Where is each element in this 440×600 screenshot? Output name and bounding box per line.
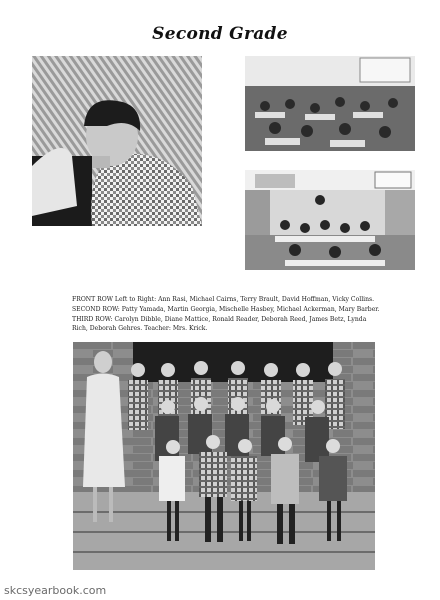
- teacher-photo: [32, 56, 202, 226]
- class-group-photo: [73, 342, 375, 570]
- page-title: Second Grade: [152, 24, 288, 44]
- caption-names: FRONT ROW Left to Right: Ann Rasi, Michael Cairns, Terry Brault, David Hoffman, Vicky Collins. SECOND ROW: Patty Yamada, Martin Georgia, Mischelle Hasbey, Michael Ackerman, Mary Barber. THIRD ROW: Carolyn Dibble, Diane Mattice, Ronald Reader, Deborah Reed, James Betz, Lynda Rich, Deborah Gehres. Teacher: Mrs. Krick.: [72, 296, 380, 333]
- classroom-children-photo: [245, 170, 415, 270]
- watermark-text: skcsyearbook.com: [4, 584, 107, 597]
- classroom-desks-photo: [245, 56, 415, 151]
